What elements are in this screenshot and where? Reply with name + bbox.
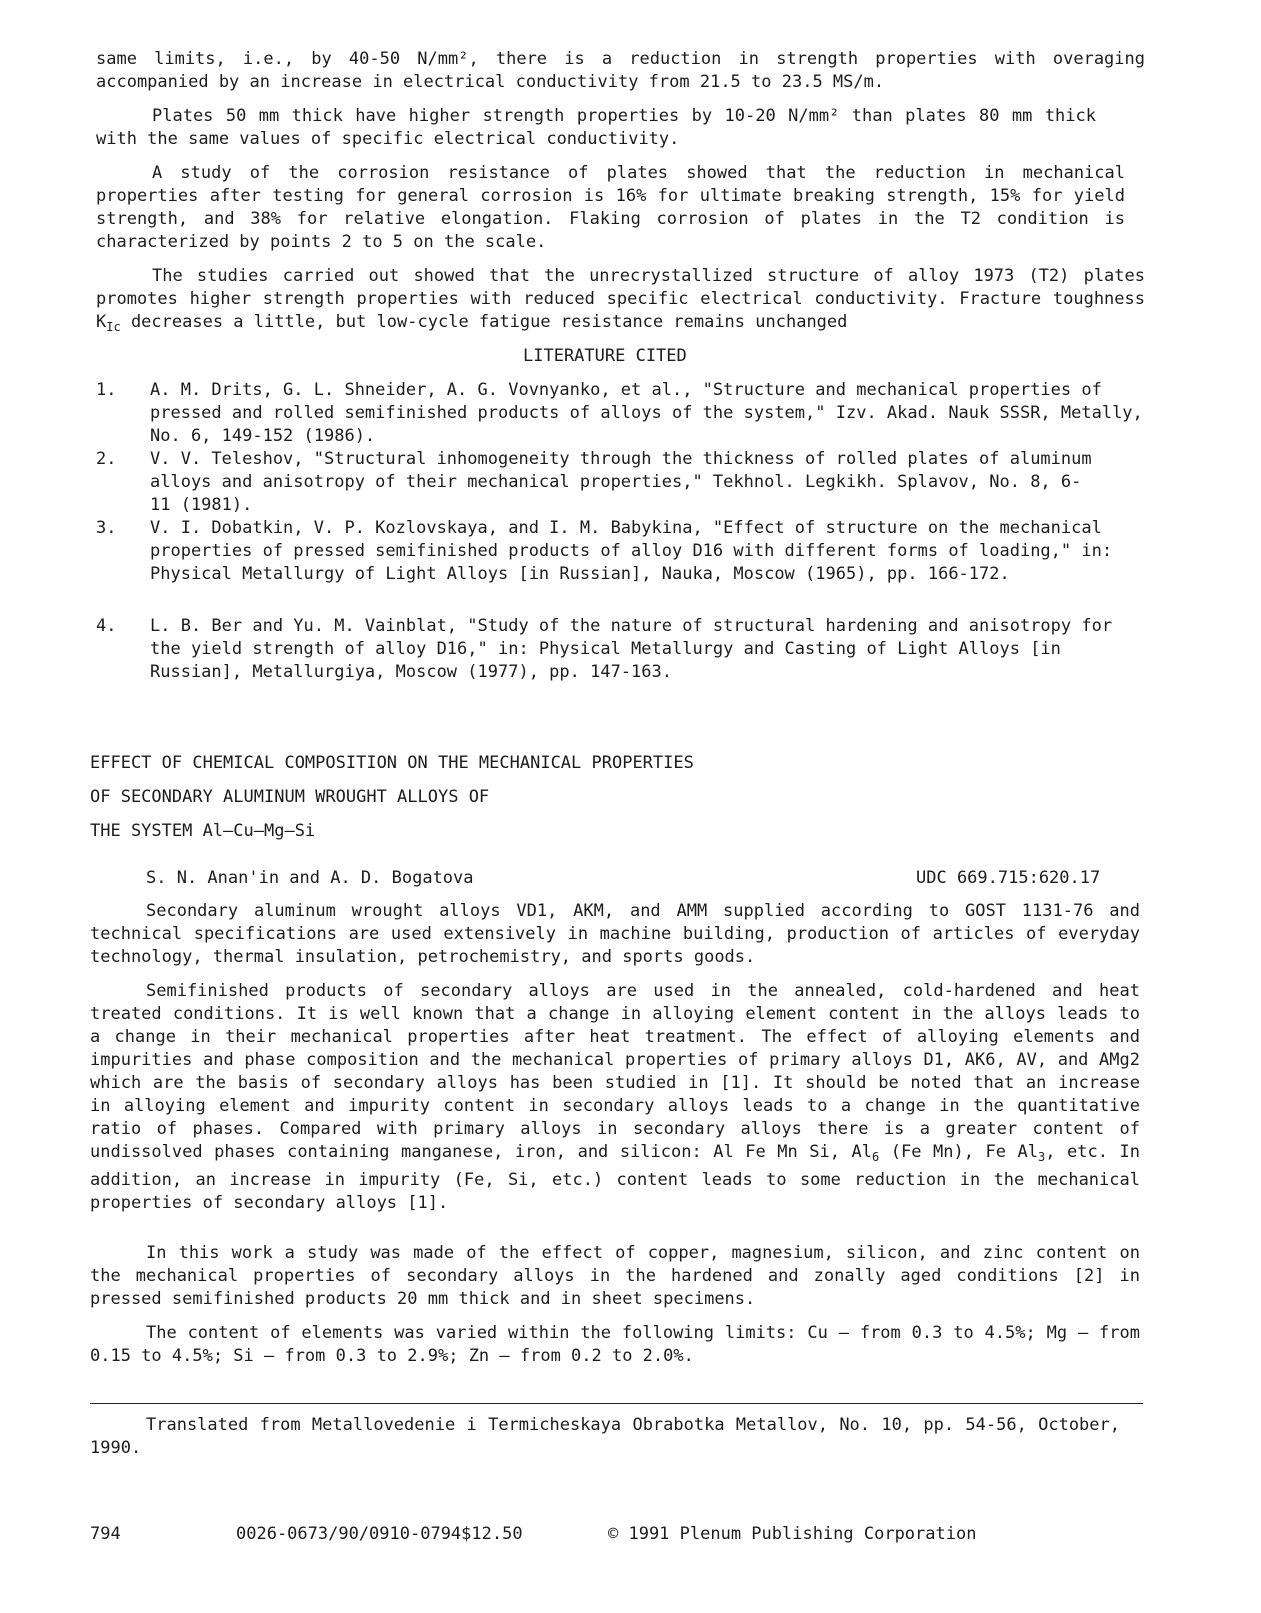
article-authors: S. N. Anan'in and A. D. Bogatova <box>146 868 474 888</box>
body-paragraph: A study of the corrosion resistance of plates showed that the reduction in mechanical properties after testing for general corrosion is 16% for ultimate breaking strength, 15% for yield strength, and 38% for relative elongation. Flaking corrosion of plates in the T2 condition is characterized by points 2 to 5 on the scale. <box>96 163 1125 252</box>
translation-footnote: Translated from Metallovedenie i Termicheskaya Obrabotka Metallov, No. 10, pp. 54-56, October, 1990. <box>90 1415 1120 1458</box>
reference-number: 1. <box>96 380 117 400</box>
reference-item <box>96 448 1151 517</box>
reference-item <box>96 517 1151 586</box>
reference-item <box>96 615 1151 684</box>
subscript: Ic <box>106 320 121 334</box>
body-paragraph: same limits, i.e., by 40-50 N/mm², there is a reduction in strength properties with overaging accompanied by an increase in electrical conductivity from 21.5 to 23.5 MS/m. <box>96 49 1145 92</box>
article-title-line: OF SECONDARY ALUMINUM WROUGHT ALLOYS OF <box>90 787 490 807</box>
subscript: 3 <box>1038 1150 1046 1164</box>
reference-text: A. M. Drits, G. L. Shneider, A. G. Vovnyanko, et al., "Structure and mechanical properties of pressed and rolled semifinished products of alloys of the system," Izv. Akad. Nauk SSSR, Metally, No. 6, 149-152 (1986). <box>150 380 1143 446</box>
body-paragraph: The content of elements was varied within the following limits: Cu — from 0.3 to 4.5%; Mg — from 0.15 to 4.5%; Si — from 0.3 to 2.9%; Zn — from 0.2 to 2.0%. <box>90 1323 1140 1366</box>
reference-number: 3. <box>96 518 117 538</box>
subscript: 6 <box>872 1150 880 1164</box>
article-title-line: EFFECT OF CHEMICAL COMPOSITION ON THE MECHANICAL PROPERTIES <box>90 753 694 773</box>
literature-heading: LITERATURE CITED <box>523 346 687 366</box>
text-run: , etc. In addition, an increase in impurity (Fe, Si, etc.) content leads to some reduction in the mechanical properties of secondary alloys [1]. <box>90 1142 1140 1213</box>
body-paragraph: Secondary aluminum wrought alloys VD1, AKM, and AMM supplied according to GOST 1131-76 and technical specifications are used extensively in machine building, production of articles of everyday technology, thermal insulation, petrochemistry, and sports goods. <box>90 901 1140 967</box>
udc-code: UDC 669.715:620.17 <box>916 868 1101 888</box>
body-paragraph: In this work a study was made of the effect of copper, magnesium, silicon, and zinc content on the mechanical properties of secondary alloys in the hardened and zonally aged conditions [2] in pressed semifinished products 20 mm thick and in sheet specimens. <box>90 1243 1140 1309</box>
reference-item <box>96 379 1151 448</box>
text-run: (Fe Mn), Fe Al <box>879 1142 1039 1162</box>
reference-text: V. I. Dobatkin, V. P. Kozlovskaya, and I. M. Babykina, "Effect of structure on the mechanical properties of pressed semifinished products of alloy D16 with different forms of loading," in: Physical Metallurgy of Light Alloys [in Russian], Nauka, Moscow (1965), pp. 166-172. <box>150 518 1113 584</box>
reference-number: 4. <box>96 616 117 636</box>
article-title-line: THE SYSTEM Al—Cu—Mg—Si <box>90 821 316 841</box>
body-paragraph: Plates 50 mm thick have higher strength properties by 10-20 N/mm² than plates 80 mm thick with the same values of specific electrical conductivity. <box>96 106 1096 149</box>
body-paragraph <box>96 265 1145 339</box>
issn-price-code: 0026-0673/90/0910-0794$12.50 <box>236 1524 523 1544</box>
body-paragraph <box>90 980 1140 1215</box>
page-number: 794 <box>90 1524 121 1544</box>
reference-text: V. V. Teleshov, "Structural inhomogeneity through the thickness of rolled plates of aluminum alloys and anisotropy of their mechanical properties," Tekhnol. Legkikh. Splavov, No. 8, 6-11 (1981). <box>150 449 1092 515</box>
text-run: The studies carried out showed that the unrecrystallized structure of alloy 1973 (T2) plates promotes higher strength properties with reduced specific electrical conductivity. Fracture toughness K <box>96 266 1145 332</box>
copyright-notice: © 1991 Plenum Publishing Corporation <box>608 1524 977 1544</box>
text-run: Semifinished products of secondary alloys are used in the annealed, cold-hardened and heat treated conditions. It is well known that a change in alloying element content in the alloys leads to a change in their mechanical properties after heat treatment. The effect of alloying elements and impurities and phase composition and the mechanical properties of primary alloys D1, AK6, AV, and AMg2 which are the basis of secondary alloys has been studied in [1]. It should be noted that an increase in alloying element and impurity content in secondary alloys leads to a change in the quantitative ratio of phases. Compared with primary alloys in secondary alloys there is a greater content of undissolved phases containing manganese, iron, and silicon: Al Fe Mn Si, Al <box>90 981 1140 1162</box>
text-run: decreases a little, but low-cycle fatigue resistance remains unchanged <box>120 312 848 332</box>
reference-number: 2. <box>96 449 117 469</box>
reference-text: L. B. Ber and Yu. M. Vainblat, "Study of the nature of structural hardening and anisotropy for the yield strength of alloy D16," in: Physical Metallurgy and Casting of Light Alloys [in Russian], Metallurgiya, Moscow (1977), pp. 147-163. <box>150 616 1113 682</box>
footnote-rule <box>90 1403 1143 1404</box>
